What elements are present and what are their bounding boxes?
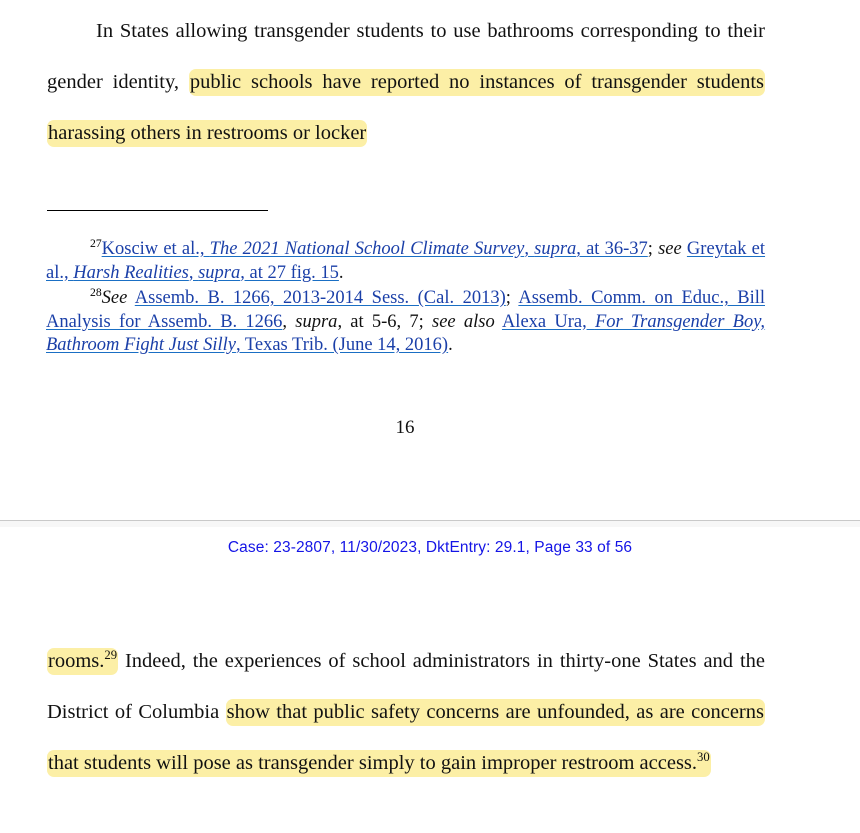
citation-link[interactable]: supra [534, 239, 577, 259]
citation-link[interactable]: Harsh Realities [73, 262, 189, 283]
footnote-28 [46, 287, 765, 358]
highlighted-text-passage: public schools have reported no instances of transgender students harassing others in restrooms or locker [47, 69, 765, 147]
paragraph-plain-text: In States allowing transgender students to use bathrooms corresponding to their gender identity, [47, 20, 765, 93]
citation-text: , [282, 311, 296, 332]
citation-link[interactable]: Alexa Ura, [501, 311, 595, 332]
page-two-body-paragraph [47, 636, 765, 789]
paragraph-plain-text-2: Indeed, the experiences of school administrators in thirty-one States and the District of Columbia [47, 650, 765, 723]
page-number: 16 [395, 417, 415, 438]
footnote-block [46, 238, 765, 360]
case-header-stamp: Case: 23-2807, 11/30/2023, DktEntry: 29.1, Page 33 of 56 [227, 539, 633, 556]
citation-text: . [448, 335, 453, 355]
citation-link[interactable]: Assemb. Comm. on Educ., Bill Analysis for Assemb. B. 1266 [46, 288, 765, 332]
citation-link[interactable]: , at 27 fig. 15 [240, 262, 339, 283]
citation-text: See [101, 288, 128, 308]
citation-link[interactable]: supra [198, 262, 241, 283]
document-page-two [0, 527, 860, 833]
citation-link[interactable]: , [524, 239, 535, 259]
citation-link[interactable]: For Transgender Boy, Bathroom Fight Just Silly [46, 311, 766, 355]
page-one-body-paragraph [47, 6, 765, 159]
citation-text: see also [432, 311, 495, 332]
footnote-separator-rule [47, 210, 268, 211]
citation-link[interactable]: Kosciw et al., [101, 239, 210, 259]
citation-link[interactable]: Greytak et al., [46, 239, 766, 283]
citation-text: , at 5-6, 7; [337, 311, 433, 332]
highlighted-rooms-text [47, 648, 118, 675]
citation-text: ; [647, 239, 659, 259]
citation-link[interactable]: The 2021 National School Climate Survey [209, 239, 525, 259]
footnote-27 [46, 238, 765, 285]
footnote-marker-27: 27 [90, 236, 102, 250]
footnote-27-content[interactable] [46, 236, 766, 283]
footnote-reference-29[interactable]: 29 [104, 648, 118, 663]
citation-text: supra [295, 311, 338, 332]
citation-text [495, 312, 502, 332]
footnote-28-content[interactable] [46, 285, 766, 355]
citation-link[interactable]: , [188, 262, 199, 283]
footnote-reference-30[interactable]: 30 [697, 750, 710, 765]
citation-text: see [658, 239, 682, 259]
citation-text [127, 288, 134, 308]
citation-text: . [338, 262, 344, 283]
citation-text: ; [505, 288, 519, 308]
highlight-2-text: show that public safety concerns are unfounded, as are concerns that students will pose as transgender simply to gain improper restroom access. [48, 701, 764, 774]
rooms-word: rooms. [48, 650, 105, 672]
citation-link[interactable]: , at 36-37 [576, 239, 648, 259]
citation-link[interactable]: , Texas Trib. (June 14, 2016) [235, 335, 449, 355]
citation-link[interactable]: Assemb. B. 1266, 2013-2014 Sess. (Cal. 2013) [134, 288, 506, 308]
footnote-marker-28: 28 [90, 285, 102, 299]
